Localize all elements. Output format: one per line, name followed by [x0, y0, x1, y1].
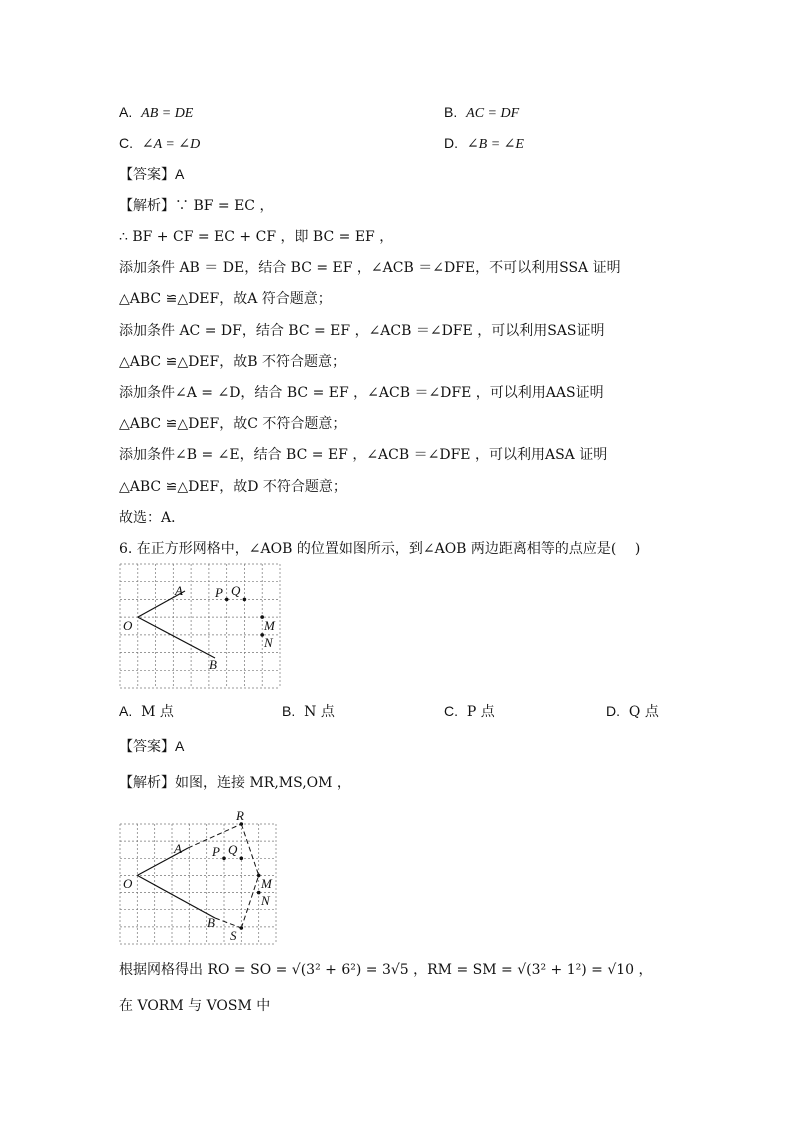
analysis-line-5: 添加条件 AC = DF，结合 BC = EF ，∠ACB ＝∠DFE ，可以利用SAS证明: [119, 323, 605, 339]
label-m-2: M: [261, 876, 272, 891]
conclusion: 故选：A．: [119, 510, 186, 526]
analysis-line-4: △ABC ≌△DEF，故A 符合题意；: [119, 291, 332, 307]
analysis-line-6: △ABC ≌△DEF，故B 不符合题意；: [119, 354, 346, 370]
q6-stem: 6. 在正方形网格中，∠AOB 的位置如图所示，到∠AOB 两边距离相等的点应是( ): [119, 541, 641, 557]
analysis-line-3: 添加条件 AB ＝ DE，结合 BC = EF ，∠ACB ＝∠DFE，不可以利用SSA 证明: [119, 260, 621, 276]
label-a-2: A: [174, 841, 182, 856]
point-p-2: [222, 857, 226, 861]
label-s: S: [230, 928, 237, 943]
option-a: A. AB = DE: [119, 104, 194, 121]
calc-line: 根据网格得出 RO = SO = √(3² + 6²) = 3√5 ，RM = SM = √(3² + 1²) = √10 ，: [119, 962, 653, 978]
label-o-2: O: [123, 876, 133, 891]
point-s: [240, 926, 244, 930]
grid: [120, 564, 280, 688]
label-a: A: [175, 583, 183, 598]
label-p: P: [215, 585, 223, 600]
last-line: 在 VORM 与 VOSM 中: [119, 998, 271, 1014]
analysis-line-9: 添加条件∠B = ∠E，结合 BC = EF ，∠ACB ＝∠DFE ，可以利用ASA 证明: [119, 447, 608, 463]
label-b-2: B: [207, 915, 215, 930]
ray-ob: [138, 617, 215, 658]
point-p: [225, 598, 229, 602]
analysis-line-8: △ABC ≌△DEF，故C 不符合题意；: [119, 416, 347, 432]
ray-ob-2: [137, 875, 215, 918]
analysis-line-2: ∴ BF + CF = EC + CF ，即 BC = EF ，: [119, 229, 394, 245]
label-q-2: Q: [228, 842, 238, 857]
label-q: Q: [231, 583, 241, 598]
label-o: O: [123, 618, 133, 633]
label-r: R: [236, 808, 244, 823]
analysis-line-7: 添加条件∠A = ∠D，结合 BC = EF ，∠ACB ＝∠DFE ，可以利用AAS证明: [119, 385, 604, 401]
label-n: N: [264, 635, 273, 650]
label-m: M: [264, 618, 275, 633]
option-b: B. AC = DF: [444, 104, 520, 121]
q6-analysis-figure: [120, 808, 276, 944]
point-q: [243, 598, 247, 602]
q6-option-d: D. Q 点: [606, 703, 659, 720]
point-m-2: [257, 874, 261, 878]
option-d: D. ∠B = ∠E: [444, 135, 524, 152]
answer-line: 【答案】A: [119, 166, 185, 183]
analysis-line-10: △ABC ≌△DEF，故D 不符合题意；: [119, 479, 347, 495]
q6-figure: [120, 564, 280, 688]
q6-option-c: C. P 点: [444, 703, 495, 720]
point-n-2: [257, 891, 261, 895]
analysis-line-1: 【解析】∵ BF = EC ，: [119, 198, 274, 214]
label-n-2: N: [261, 893, 270, 908]
grid-2: [120, 824, 276, 944]
q6-option-a: A. M 点: [119, 703, 174, 720]
q6-analysis: 【解析】如图，连接 MR,MS,OM ，: [119, 775, 351, 791]
label-p-2: P: [212, 844, 220, 859]
dashed-connections: [188, 824, 259, 928]
q6-answer-line: 【答案】A: [119, 738, 185, 755]
q6-option-b: B. N 点: [282, 703, 335, 720]
option-c: C. ∠A = ∠D: [119, 135, 201, 152]
label-b: B: [209, 657, 217, 672]
point-q-2: [240, 857, 244, 861]
